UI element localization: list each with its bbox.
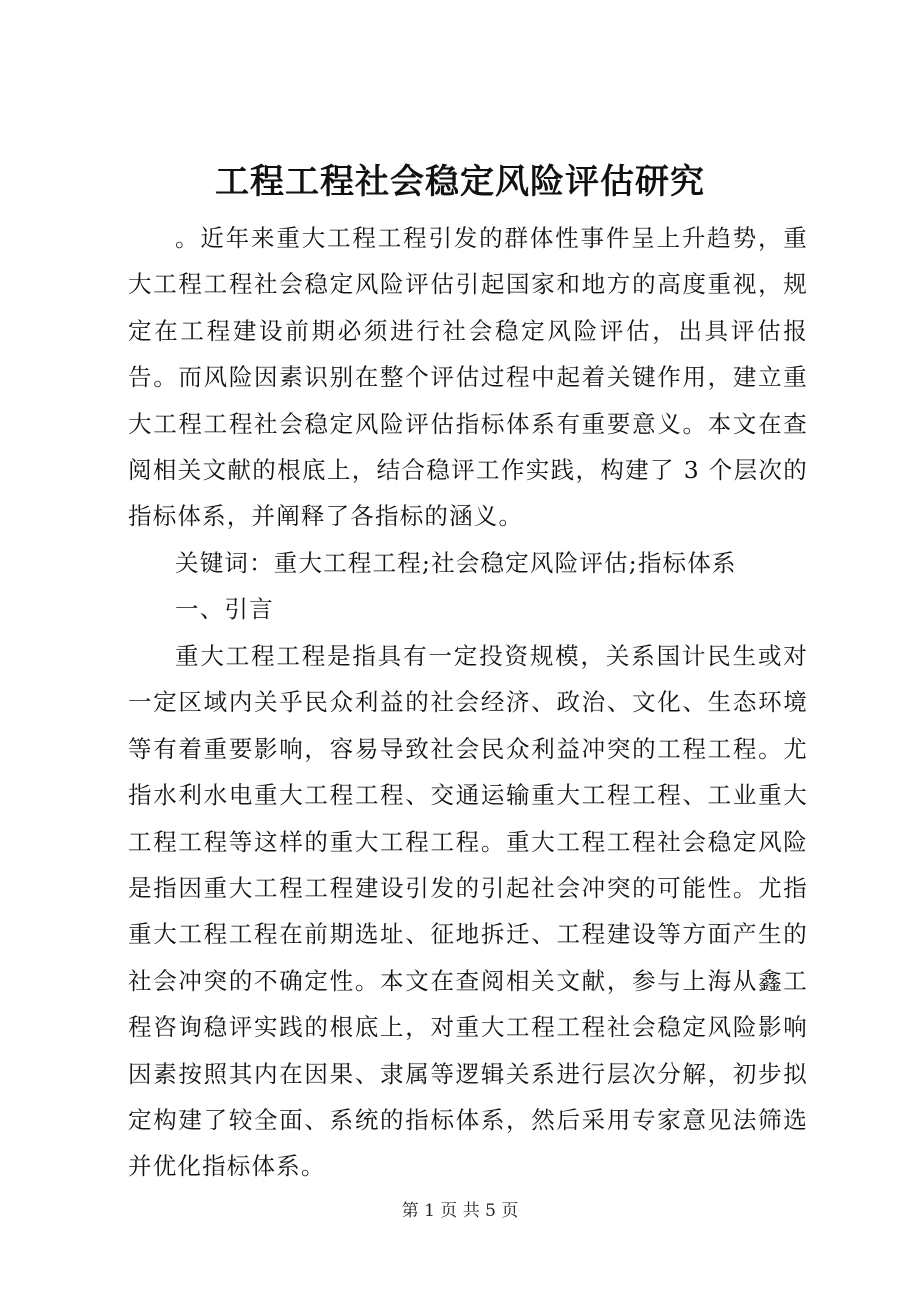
- document-title: 工程工程社会稳定风险评估研究: [215, 162, 705, 202]
- page-footer: 第 1 页 共 5 页: [401, 1201, 519, 1221]
- keywords-paragraph: 关键词：重大工程工程;社会稳定风险评估;指标体系: [175, 549, 737, 577]
- section-heading-introduction: 一、引言: [175, 595, 274, 623]
- introduction-paragraph: 重大工程工程是指具有一定投资规模，关系国计民生或对一定区域内关乎民众利益的社会经济、政治、文化、生态环境等有着重要影响，容易导致社会民众利益冲突的工程工程。尤指水利水电重大工程工程、交通运输重大工程工程、工业重大工程工程等这样的重大工程工程。重大工程工程社会稳定风险是指因重大工程工程建设引发的引起社会冲突的可能性。尤指重大工程工程在前期选址、征地拆迁、工程建设等方面产生的社会冲突的不确定性。本文在查阅相关文献，参与上海从鑫工程咨询稳评实践的根底上，对重大工程工程社会稳定风险影响因素按照其内在因果、隶属等逻辑关系进行层次分解，初步拟定构建了较全面、系统的指标体系，然后采用专家意见法筛选并优化指标体系。: [128, 642, 808, 1181]
- abstract-paragraph: 。近年来重大工程工程引发的群体性事件呈上升趋势，重大工程工程社会稳定风险评估引起国家和地方的高度重视，规定在工程建设前期必须进行社会稳定风险评估，出具评估报告。而风险因素识别在整个评估过程中起着关键作用，建立重大工程工程社会稳定风险评估指标体系有重要意义。本文在查阅相关文献的根底上，结合稳评工作实践，构建了 3 个层次的指标体系，并阐释了各指标的涵义。: [128, 224, 808, 531]
